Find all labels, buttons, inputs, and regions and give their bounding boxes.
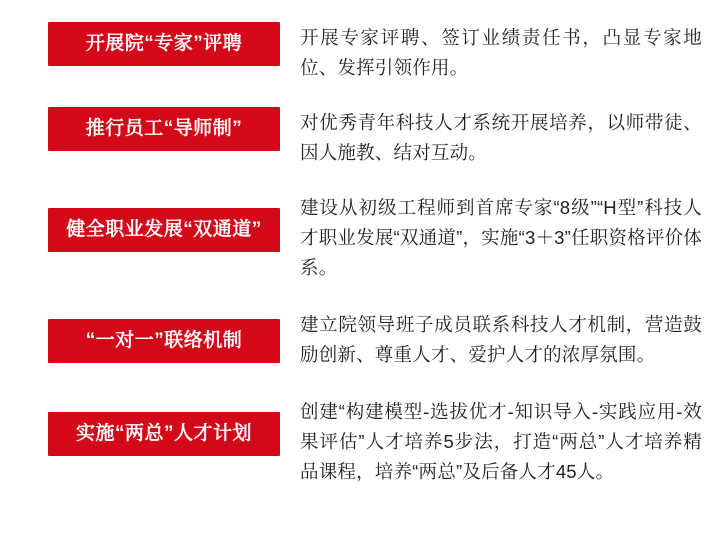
list-item <box>48 22 702 83</box>
program-tag-0: 开展院“专家”评聘 <box>48 22 280 66</box>
program-tag-4: 实施“两总”人才计划 <box>48 412 280 456</box>
program-description-3: 建立院领导班子成员联系科技人才机制，营造鼓励创新、尊重人才、爱护人才的浓厚氛围。 <box>300 313 702 365</box>
program-description-4: 创建“构建模型-选拔优才-知识导入-实践应用-效果评估”人才培养5步法，打造“两总”人才培养精品课程，培养“两总”及后备人才45人。 <box>300 400 702 482</box>
list-item <box>48 309 702 370</box>
program-description-1: 对优秀青年科技人才系统开展培养，以师带徒、因人施教、结对互动。 <box>300 111 702 163</box>
program-tag-3: “一对一”联络机制 <box>48 319 280 363</box>
list-item <box>48 107 702 168</box>
program-description-2: 建设从初级工程师到首席专家“8级”“H型”科技人才职业发展“双通道”，实施“3＋3”任职资格评价体系。 <box>300 196 702 278</box>
program-tag-2: 健全职业发展“双通道” <box>48 208 280 252</box>
list-item <box>48 396 702 487</box>
list-item <box>48 192 702 283</box>
program-description-0: 开展专家评聘、签订业绩责任书，凸显专家地位、发挥引领作用。 <box>300 27 702 78</box>
program-tag-1: 推行员工“导师制” <box>48 107 280 151</box>
